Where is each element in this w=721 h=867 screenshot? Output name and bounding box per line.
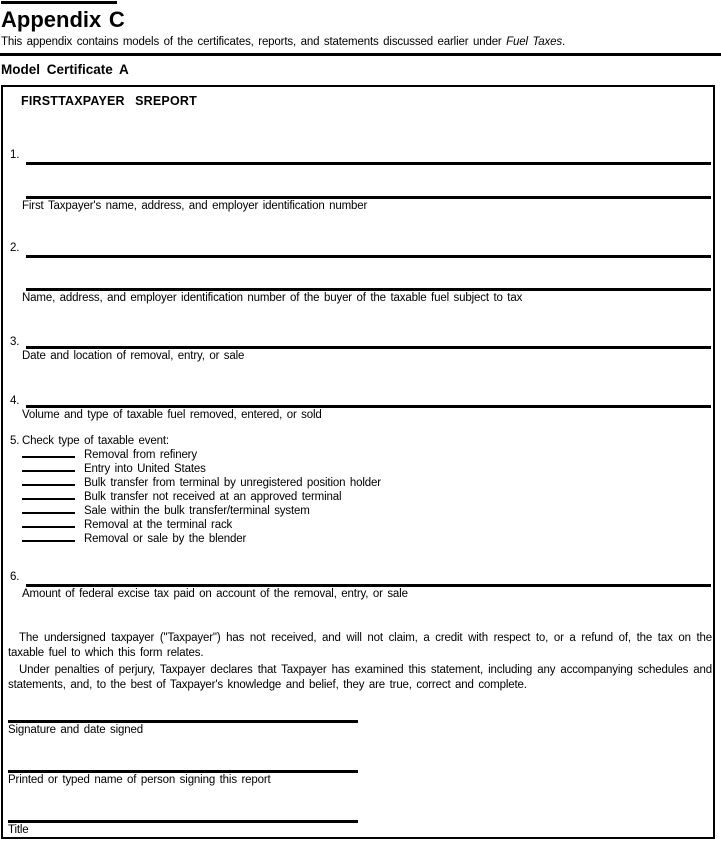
check-blank-line [22, 498, 75, 500]
blank-field-line [26, 162, 711, 165]
check-blank-line [22, 540, 75, 542]
check-blank-line [22, 456, 75, 458]
section-heading: Model Certificate A [1, 62, 129, 77]
item-6-number: 6. [10, 571, 20, 583]
checklist-option [22, 449, 197, 461]
subtitle-italic-text: Fuel Taxes [506, 36, 562, 48]
check-blank-line [22, 484, 75, 486]
checklist-option [22, 463, 206, 475]
checklist-option [22, 491, 341, 503]
checklist-option [22, 477, 381, 489]
option-label: Removal from refinery [84, 449, 197, 461]
subtitle-text: This appendix contains models of the certificates, reports, and statements discussed earlier under [1, 36, 507, 48]
checklist-option [22, 533, 246, 545]
blank-field-line [26, 346, 711, 349]
blank-field-line [26, 288, 711, 291]
signature-label: Signature and date signed [8, 724, 144, 736]
page-title: Appendix C [1, 7, 125, 32]
subtitle-period: . [562, 36, 566, 48]
item-2-number: 2. [10, 242, 20, 254]
check-blank-line [22, 526, 75, 528]
item-1-label: First Taxpayer's name, address, and employer identification number [22, 200, 368, 212]
option-label: Entry into United States [84, 463, 206, 475]
item-5-label: Check type of taxable event: [22, 435, 169, 447]
page-subtitle [1, 36, 720, 48]
checklist-option [22, 505, 310, 517]
section-divider-rule [0, 53, 721, 56]
blank-field-line [26, 405, 711, 408]
item-3-number: 3. [10, 336, 20, 348]
header-rule [1, 1, 117, 4]
option-label: Bulk transfer not received at an approved terminal [84, 491, 342, 503]
item-2-label: Name, address, and employer identification number of the buyer of the taxable fuel subject to tax [22, 292, 523, 304]
option-label: Removal at the terminal rack [84, 519, 233, 531]
declaration-paragraph: The undersigned taxpayer ("Taxpayer") has not received, and will not claim, a credit with respect to, or a refund of, the tax on the taxable fuel to which this form relates. [8, 632, 712, 659]
item-1-number: 1. [10, 149, 20, 161]
title-label: Title [8, 824, 29, 836]
item-5-number: 5. [10, 435, 20, 447]
item-3-label: Date and location of removal, entry, or sale [22, 350, 245, 362]
blank-field-line [26, 584, 711, 587]
option-label: Removal or sale by the blender [84, 533, 247, 545]
option-label: Bulk transfer from terminal by unregistered position holder [84, 477, 381, 489]
printed-name-label: Printed or typed name of person signing this report [8, 774, 271, 786]
check-blank-line [22, 512, 75, 514]
checklist-option [22, 519, 232, 531]
item-6-label: Amount of federal excise tax paid on account of the removal, entry, or sale [22, 588, 408, 600]
item-4-number: 4. [10, 395, 20, 407]
form-heading: FIRSTTAXPAYER SREPORT [21, 94, 197, 108]
blank-field-line [26, 196, 711, 199]
perjury-paragraph: Under penalties of perjury, Taxpayer declares that Taxpayer has examined this statement, including any accompanying schedules and statements, and, to the best of Taxpayer's knowledge and belief, they are true, correct and complete. [8, 664, 712, 691]
title-blank-line [8, 820, 358, 823]
certificate-form-box [1, 85, 715, 839]
signature-blank-line [8, 720, 358, 723]
printed-name-blank-line [8, 770, 358, 773]
blank-field-line [26, 255, 711, 258]
item-4-label: Volume and type of taxable fuel removed, entered, or sold [22, 409, 322, 421]
check-blank-line [22, 470, 75, 472]
option-label: Sale within the bulk transfer/terminal system [84, 505, 310, 517]
